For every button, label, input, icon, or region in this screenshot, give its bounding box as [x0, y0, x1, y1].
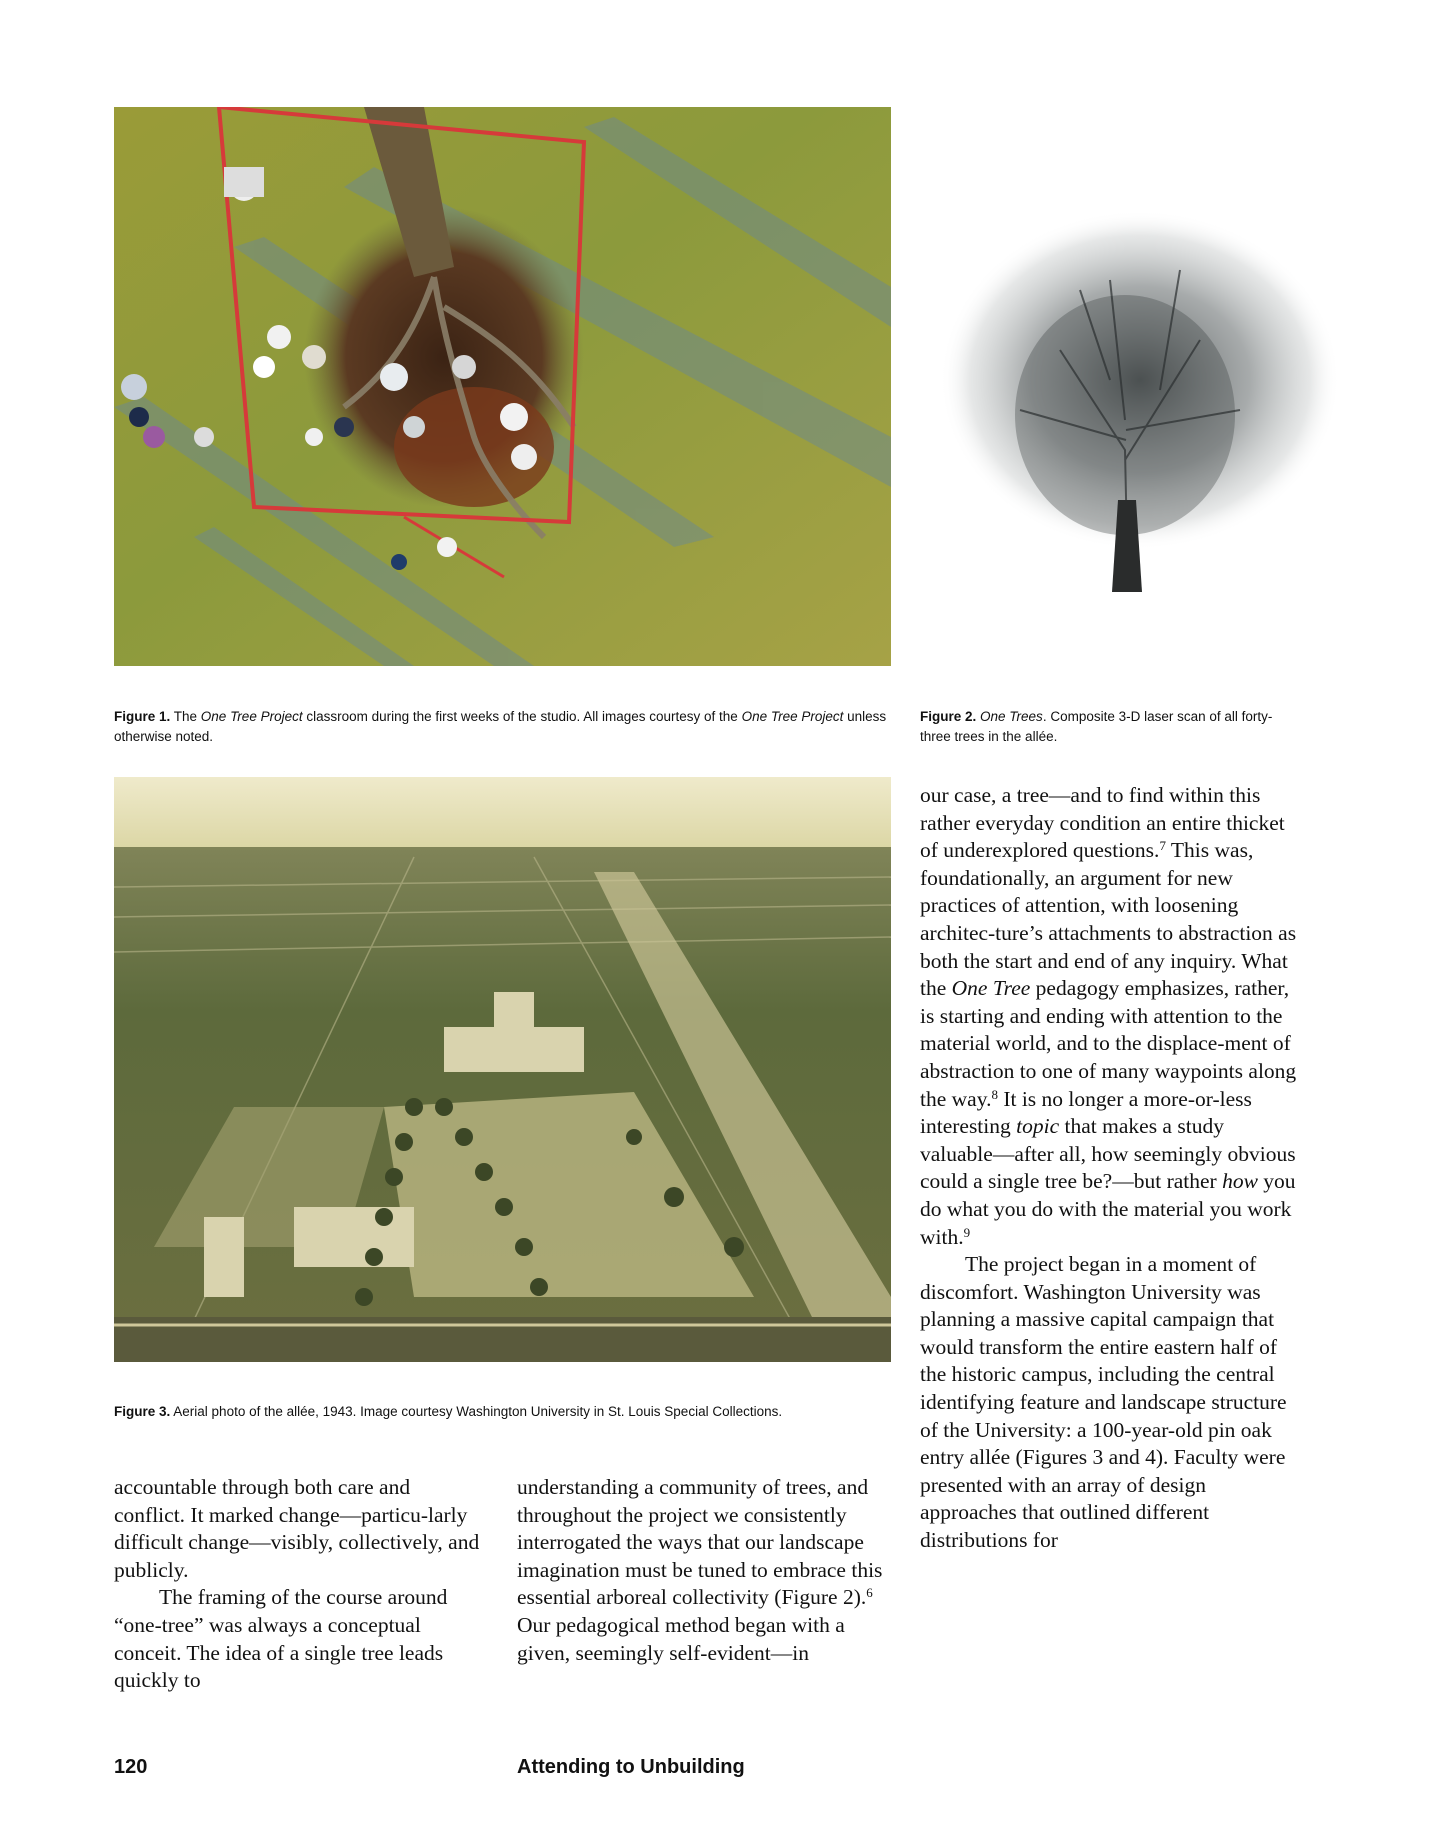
column-3-text-d: It is no longer a more-or-less interesting: [920, 1086, 1252, 1139]
one-tree-italic: One Tree: [951, 976, 1031, 1001]
column-3-text-b: This was, foundationally, an argument for new practices of attention, with loosening architec-ture’s attachments to abstraction as both the start and end of any inquiry. What the: [920, 838, 1297, 1001]
footnote-ref-9[interactable]: 9: [963, 1224, 971, 1240]
column-2-text-a: understanding a community of trees, and throughout the project we consistently interrogated the ways that our landscape imagination must be tuned to embrace this essential arboreal collectivity (Figure 2).: [517, 1475, 883, 1610]
column-3-text-a: our case, a tree—and to find within this rather everyday condition an entire thicket of underexplored questions.: [920, 783, 1285, 863]
figure-3-label: Figure 3.: [114, 1404, 171, 1419]
figure-3-photo: [114, 777, 891, 1362]
figure-3-caption: [114, 1402, 854, 1422]
column-2-paragraph-1: [517, 1474, 887, 1667]
topic-italic: topic: [1016, 1114, 1060, 1139]
column-1-paragraph-2: The framing of the course around “one-tree” was always a conceptual conceit. The idea of a single tree leads quickly to: [114, 1585, 448, 1693]
figure-2-text: . Composite 3-D laser scan of all forty-three trees in the allée.: [920, 709, 1273, 744]
figure-3-text: Aerial photo of the allée, 1943. Image courtesy Washington University in St. Louis Special Collections.: [173, 1404, 783, 1419]
figure-1-text-before: The: [173, 709, 201, 724]
running-title: Attending to Unbuilding: [517, 1756, 745, 1778]
text-column-3: [920, 782, 1300, 1555]
text-column-2: [517, 1474, 887, 1667]
how-italic: how: [1222, 1169, 1258, 1194]
figure-1-text-middle: classroom during the first weeks of the studio. All images courtesy of the: [302, 709, 742, 724]
column-3-paragraph-2: The project began in a moment of discomfort. Washington University was planning a massive capital campaign that would transform the entire eastern half of the historic campus, including the central identifying feature and landscape structure of the University: a 100-year-old pin oak entry allée (Figures 3 and 4). Faculty were presented with an array of design approaches that outlined different distributions for: [920, 1252, 1287, 1553]
figure-1-title: One Tree Project: [200, 709, 303, 724]
footnote-ref-7[interactable]: 7: [1159, 838, 1166, 854]
column-3-paragraph-1: [920, 782, 1300, 1251]
column-2-text-b: Our pedagogical method began with a given, seemingly self-evident—in: [517, 1612, 845, 1665]
column-3-text-f: you do what you do with the material you work with.: [920, 1169, 1296, 1249]
figure-1-caption: [114, 707, 894, 747]
figure-1-photo: [114, 107, 891, 666]
figure-2-tree-scan: [910, 200, 1340, 600]
figure-1-text-after: unless otherwise noted.: [114, 709, 887, 744]
figure-1-label: Figure 1.: [114, 709, 171, 724]
footnote-ref-8[interactable]: 8: [991, 1086, 998, 1102]
column-3-text-e: that makes a study valuable—after all, how seemingly obvious could a single tree be?—but rather: [920, 1114, 1296, 1194]
footnote-ref-6[interactable]: 6: [866, 1585, 873, 1601]
text-column-1: [114, 1474, 484, 1695]
column-3-text-c: pedagogy emphasizes, rather, is starting and ending with attention to the material world, and to the displace-ment of abstraction to one of many waypoints along the way.: [920, 976, 1297, 1111]
figure-2-caption: [920, 707, 1300, 747]
figure-2-label: Figure 2.: [920, 709, 977, 724]
column-1-paragraph-1: accountable through both care and conflict. It marked change—particu-larly difficult change—visibly, collectively, and publicly.: [114, 1475, 480, 1582]
page-number: 120: [114, 1756, 148, 1778]
figure-1-credit: One Tree Project: [741, 709, 844, 724]
figure-2-title: One Trees: [980, 709, 1043, 724]
